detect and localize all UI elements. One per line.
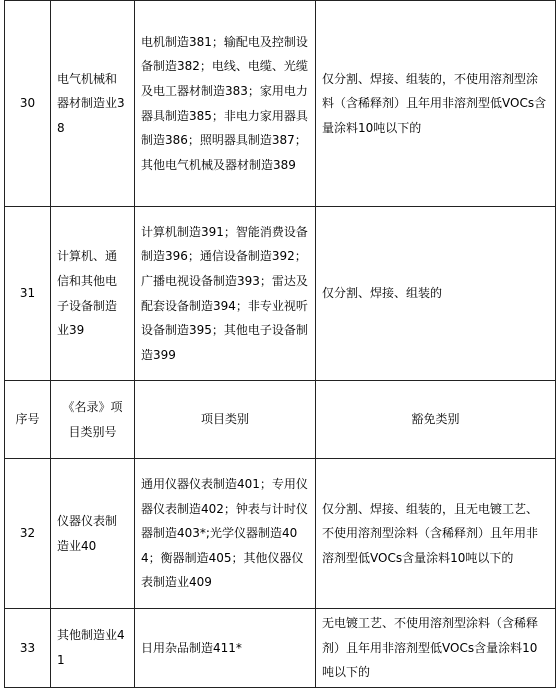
row-number: 33 — [5, 609, 51, 688]
directory-cell: 其他制造业41 — [51, 609, 135, 688]
category-cell: 计算机制造391；智能消费设备制造396；通信设备制造392；广播电视设备制造393；雷达及配套设备制造394；非专业视听设备制造395；其他电子设备制造399 — [135, 207, 316, 381]
row-number: 30 — [5, 1, 51, 207]
row-number: 32 — [5, 459, 51, 609]
category-cell: 通用仪器仪表制造401；专用仪器仪表制造402；钟表与计时仪器制造403*;光学仪器制造404；衡器制造405；其他仪器仪表制造业409 — [135, 459, 316, 609]
category-cell: 日用杂品制造411* — [135, 609, 316, 688]
table-row — [5, 1, 556, 207]
directory-cell: 电气机械和器材制造业38 — [51, 1, 135, 207]
table-row — [5, 459, 556, 609]
directory-cell: 仪器仪表制造业40 — [51, 459, 135, 609]
exemption-cell: 无电镀工艺、不使用溶剂型涂料（含稀释剂）且年用非溶剂型低VOCs含量涂料10吨以下的 — [316, 609, 556, 688]
table-row — [5, 609, 556, 688]
header-category: 项目类别 — [135, 381, 316, 459]
category-cell: 电机制造381；输配电及控制设备制造382；电线、电缆、光缆及电工器材制造383；家用电力器具制造385；非电力家用器具制造386；照明器具制造387；其他电气机械及器材制造389 — [135, 1, 316, 207]
exemption-cell: 仅分割、焊接、组装的 — [316, 207, 556, 381]
header-row — [5, 381, 556, 459]
exemption-table — [4, 0, 556, 688]
row-number: 31 — [5, 207, 51, 381]
table-row — [5, 207, 556, 381]
header-num: 序号 — [5, 381, 51, 459]
directory-cell: 计算机、通信和其他电子设备制造业39 — [51, 207, 135, 381]
header-directory: 《名录》项目类别号 — [51, 381, 135, 459]
exemption-cell: 仅分割、焊接、组装的，不使用溶剂型涂料（含稀释剂）且年用非溶剂型低VOCs含量涂料10吨以下的 — [316, 1, 556, 207]
exemption-cell: 仅分割、焊接、组装的，且无电镀工艺、不使用溶剂型涂料（含稀释剂）且年用非溶剂型低VOCs含量涂料10吨以下的 — [316, 459, 556, 609]
header-exemption: 豁免类别 — [316, 381, 556, 459]
